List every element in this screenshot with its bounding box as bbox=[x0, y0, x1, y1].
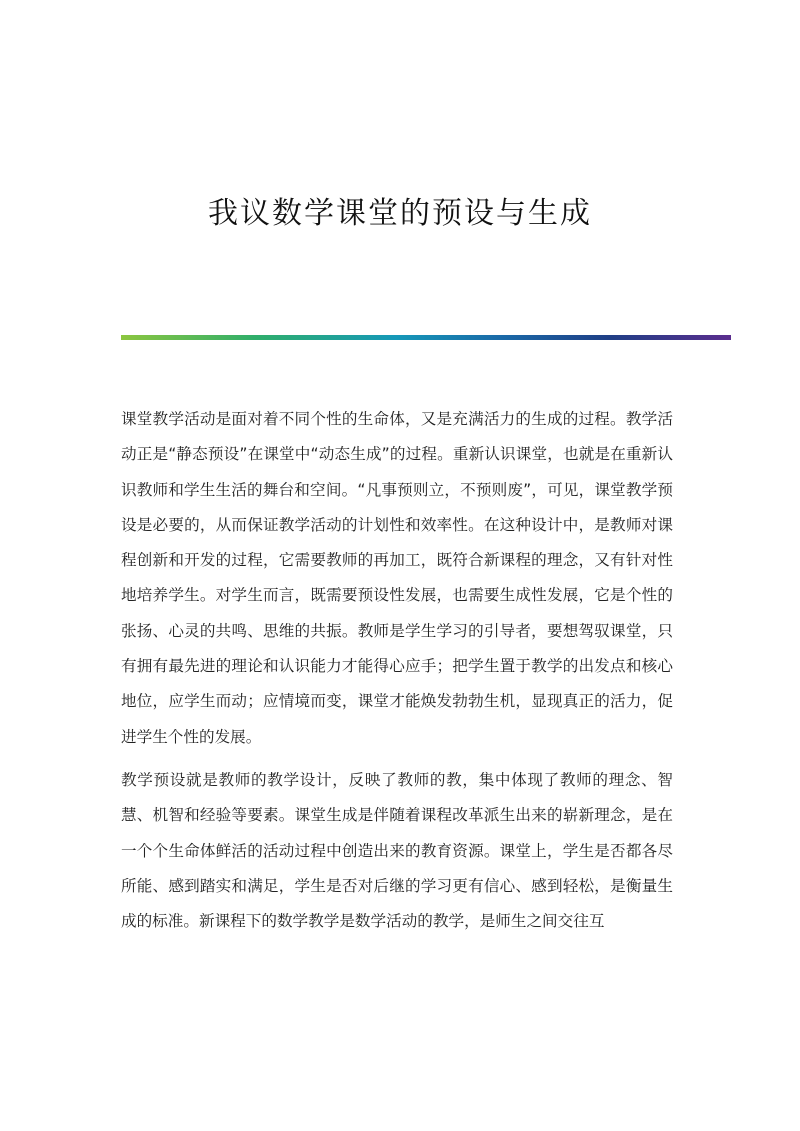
document-title: 我议数学课堂的预设与生成 bbox=[208, 196, 592, 231]
gradient-divider bbox=[121, 335, 731, 340]
paragraph: 课堂教学活动是面对着不同个性的生命体，又是充满活力的生成的过程。教学活动正是“静态预设”在课堂中“动态生成”的过程。重新认识课堂，也就是在重新认识教师和学生生活的舞台和空间。“凡事预则立，不预则废”，可见，课堂教学预设是必要的，从而保证教学活动的计划性和效率性。在这种设计中，是教师对课程创新和开发的过程，它需要教师的再加工，既符合新课程的理念，又有针对性地培养学生。对学生而言，既需要预设性发展，也需要生成性发展，它是个性的张扬、心灵的共鸣、思维的共振。教师是学生学习的引导者，要想驾驭课堂，只有拥有最先进的理论和认识能力才能得心应手；把学生置于教学的出发点和核心地位，应学生而动；应情境而变，课堂才能焕发勃勃生机，显现真正的活力，促进学生个性的发展。 bbox=[121, 410, 673, 746]
document-body bbox=[121, 402, 673, 947]
paragraph: 教学预设就是教师的教学设计，反映了教师的教，集中体现了教师的理念、智慧、机智和经验等要素。课堂生成是伴随着课程改革派生出来的崭新理念，是在一个个生命体鲜活的活动过程中创造出来的教育资源。课堂上，学生是否都各尽所能、感到踏实和满足，学生是否对后继的学习更有信心、感到轻松，是衡量生成的标准。新课程下的数学教学是数学活动的教学，是师生之间交往互 bbox=[121, 770, 673, 931]
